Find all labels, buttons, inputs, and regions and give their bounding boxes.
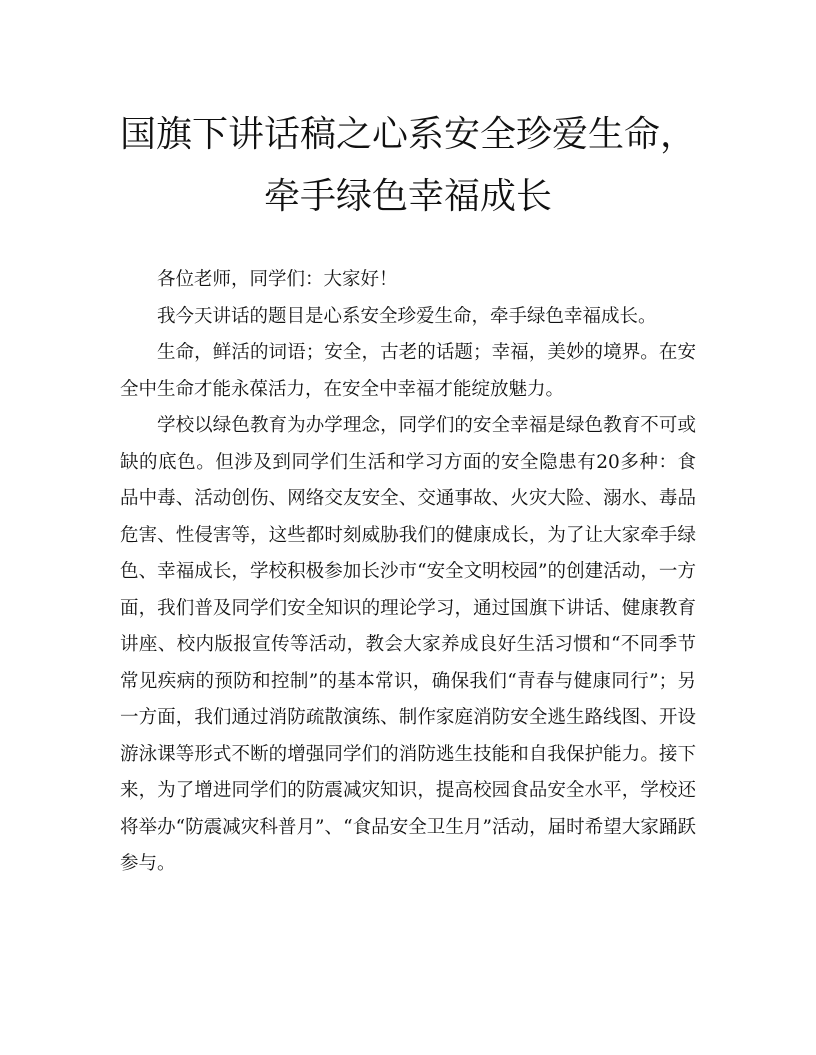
document-body bbox=[120, 262, 696, 883]
paragraph-greeting: 各位老师，同学们：大家好！ bbox=[157, 269, 398, 290]
paragraph-topic: 我今天讲话的题目是心系安全珍爱生命，牵手绿色幸福成长。 bbox=[157, 305, 657, 327]
paragraph-main: 学校以绿色教育为办学理念，同学们的安全幸福是绿色教育不可或缺的底色。但涉及到同学们生活和学习方面的安全隐患有20多种：食品中毒、活动创伤、网络交友安全、交通事故、火灾大险、溺水、毒品危害、性侵害等，这些都时刻威胁我们的健康成长，为了让大家牵手绿色、幸福成长，学校积极参加长沙市“安全文明校园”的创建活动，一方面，我们普及同学们安全知识的理论学习，通过国旗下讲话、健康教育讲座、校内版报宣传等活动，教会大家养成良好生活习惯和“不同季节常见疾病的预防和控制”的基本常识，确保我们“青春与健康同行”；另一方面，我们通过消防疏散演练、制作家庭消防安全逃生路线图、开设游泳课等形式不断的增强同学们的消防逃生技能和自我保护能力。接下来，为了增进同学们的防震减灾知识，提高校园食品安全水平，学校还将举办“防震减灾科普月”、“食品安全卫生月”活动，届时希望大家踊跃参与。 bbox=[120, 415, 696, 874]
document-title: 国旗下讲话稿之心系安全珍爱生命，牵手绿色幸福成长 bbox=[120, 114, 697, 217]
paragraph-intro: 生命，鲜活的词语；安全，古老的话题；幸福，美妙的境界。在安全中生命才能永葆活力，在安全中幸福才能绽放魅力。 bbox=[120, 342, 696, 400]
